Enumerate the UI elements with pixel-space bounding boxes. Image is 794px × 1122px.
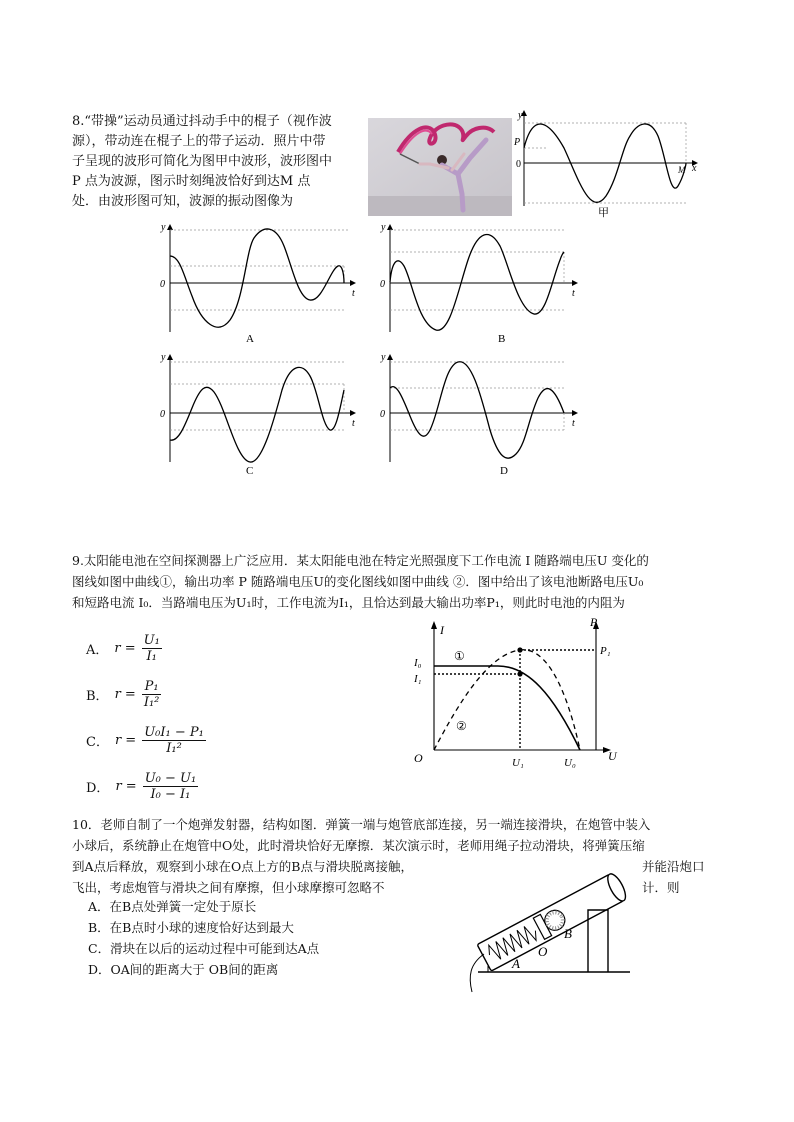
fraction-numerator: U₀I₁ − P₁ [144, 724, 204, 740]
fraction-denominator: I₀ − I₁ [150, 786, 191, 802]
axis-t-label: t [572, 418, 575, 429]
curve-c [170, 367, 344, 462]
q9-line: 和短路电流 I₀．当路端电压为U₁时，工作电流为I₁，且恰达到最大输出功率P₁，则此时电池的内阻为 [72, 595, 625, 610]
option-lhs: r = [114, 640, 136, 656]
label-o: O [538, 944, 548, 959]
option-lhs: r = [114, 686, 136, 702]
i0-label: I₀ [414, 657, 422, 669]
axis-i-label: I [440, 623, 444, 637]
u1-label: U₁ [512, 757, 524, 769]
q10-option-a[interactable]: A．在B点处弹簧一定处于原长 [88, 899, 257, 914]
q8-line: P 点为波源，图示时刻绳波恰好到达M 点 [72, 174, 311, 189]
curve-d [390, 362, 564, 458]
q9-option-a[interactable] [86, 628, 162, 668]
fraction-numerator: U₁ [143, 632, 160, 648]
origin-label: O [414, 751, 423, 765]
p1-label: P₁ [600, 645, 611, 657]
q10-option-d[interactable]: D．OA间的距离大于 OB间的距离 [88, 962, 279, 977]
option-letter: D． [86, 780, 110, 796]
q9-option-c[interactable] [86, 720, 206, 760]
fraction-numerator: P₁ [142, 679, 162, 695]
graph-a-label: A [246, 333, 254, 345]
origin-label: 0 [380, 409, 385, 420]
label-a: A [512, 956, 520, 971]
i1-label: I₁ [414, 673, 422, 685]
option-letter: C． [86, 734, 109, 750]
fraction-denominator: I₁² [166, 740, 182, 756]
q10-options [88, 896, 319, 980]
origin-label: 0 [160, 409, 165, 420]
point-p-label: P [514, 137, 521, 148]
option-fraction [142, 725, 206, 756]
graph-b-label: B [498, 333, 506, 345]
option-lhs: r = [115, 778, 137, 794]
curve-2-label: ② [456, 719, 467, 733]
option-letter: B． [86, 688, 109, 704]
q10-line-3-tail: 并能沿炮口 [642, 859, 705, 874]
curve-1-current [434, 666, 580, 750]
graph-c [158, 350, 358, 478]
wave-figure-jia [506, 108, 702, 218]
option-fraction [142, 633, 162, 664]
axis-y-label: y [161, 222, 166, 233]
q10-line-4-tail: 计．则 [642, 880, 680, 895]
cannon-figure [460, 864, 640, 996]
curve-2-power [434, 650, 580, 750]
q10-line: 小球后，系统静止在炮管中O处，此时滑块恰好无摩擦．某次演示时，老师用绳子拉动滑块，将弹簧压缩 [72, 838, 645, 853]
axis-y-label: y [381, 222, 386, 233]
q9-line: 9.太阳能电池在空间探测器上广泛应用．某太阳能电池在特定光照强度下工作电流 I 随路端电压U 变化的 [72, 553, 649, 568]
curve-a [170, 229, 344, 327]
option-fraction [143, 771, 199, 802]
q9-text [72, 550, 732, 613]
axis-y-label: y [381, 352, 386, 363]
graph-c-label: C [246, 465, 254, 477]
q10-option-c[interactable]: C．滑块在以后的运动过程中可能到达A点 [88, 941, 320, 956]
curve-b [390, 234, 564, 330]
fig-jia-label: 甲 [598, 207, 609, 218]
graph-b [378, 220, 582, 346]
point-m-label: M [678, 165, 686, 175]
q8-line: 8.“带操”运动员通过抖动手中的棍子（视作波 [72, 114, 332, 129]
graph-a [158, 220, 358, 346]
q10-line: 10．老师自制了一个炮弹发射器，结构如图．弹簧一端与炮管底部连接，另一端连接滑块，在炮管中装入 [72, 817, 651, 832]
iu-pu-graph [408, 614, 628, 774]
label-b: B [564, 926, 572, 941]
u0-label: U₀ [564, 757, 576, 769]
graph-d [378, 350, 582, 478]
option-letter: A． [86, 642, 109, 658]
q9-option-d[interactable] [86, 766, 198, 806]
fraction-denominator: I₁² [143, 694, 160, 710]
origin-label: 0 [516, 159, 521, 170]
q8-line: 子呈现的波形可简化为图甲中波形，波形图中 [72, 154, 333, 169]
curve-1-label: ① [454, 649, 465, 663]
fraction-numerator: U₀ − U₁ [144, 770, 197, 786]
axis-t-label: t [352, 288, 355, 299]
axis-y-label: y [518, 110, 523, 121]
q10-line-4-head: 飞出，考虑炮管与滑块之间有摩擦，但小球摩擦可忽略不 [72, 880, 385, 895]
q9-option-b[interactable] [86, 674, 161, 714]
axis-t-label: t [572, 288, 575, 299]
q10-line-3-head: 到A点后释放，观察到小球在O点上方的B点与滑块脱离接触， [72, 859, 413, 874]
axis-y-label: y [161, 352, 166, 363]
axis-t-label: t [352, 418, 355, 429]
origin-label: 0 [160, 279, 165, 290]
origin-label: 0 [380, 279, 385, 290]
axis-u-label: U [608, 749, 617, 763]
q8-line: 处．由波形图可知，波源的振动图像为 [72, 194, 294, 209]
option-fraction [142, 679, 162, 710]
axis-p-label: P [590, 615, 598, 629]
graph-d-label: D [500, 465, 508, 477]
axis-x-label: x [692, 163, 697, 174]
gymnast-photo [368, 118, 512, 216]
fraction-denominator: I₁ [146, 648, 157, 664]
q9-line: 图线如图中曲线①，输出功率 P 随路端电压U的变化图线如图中曲线 ②．图中给出了该电池断路电压U₀ [72, 574, 644, 589]
option-lhs: r = [114, 732, 137, 748]
q8-text [72, 112, 362, 212]
q10-option-b[interactable]: B．在B点时小球的速度恰好达到最大 [88, 920, 294, 935]
q8-line: 源），带动连在棍子上的带子运动．照片中带 [72, 134, 326, 149]
